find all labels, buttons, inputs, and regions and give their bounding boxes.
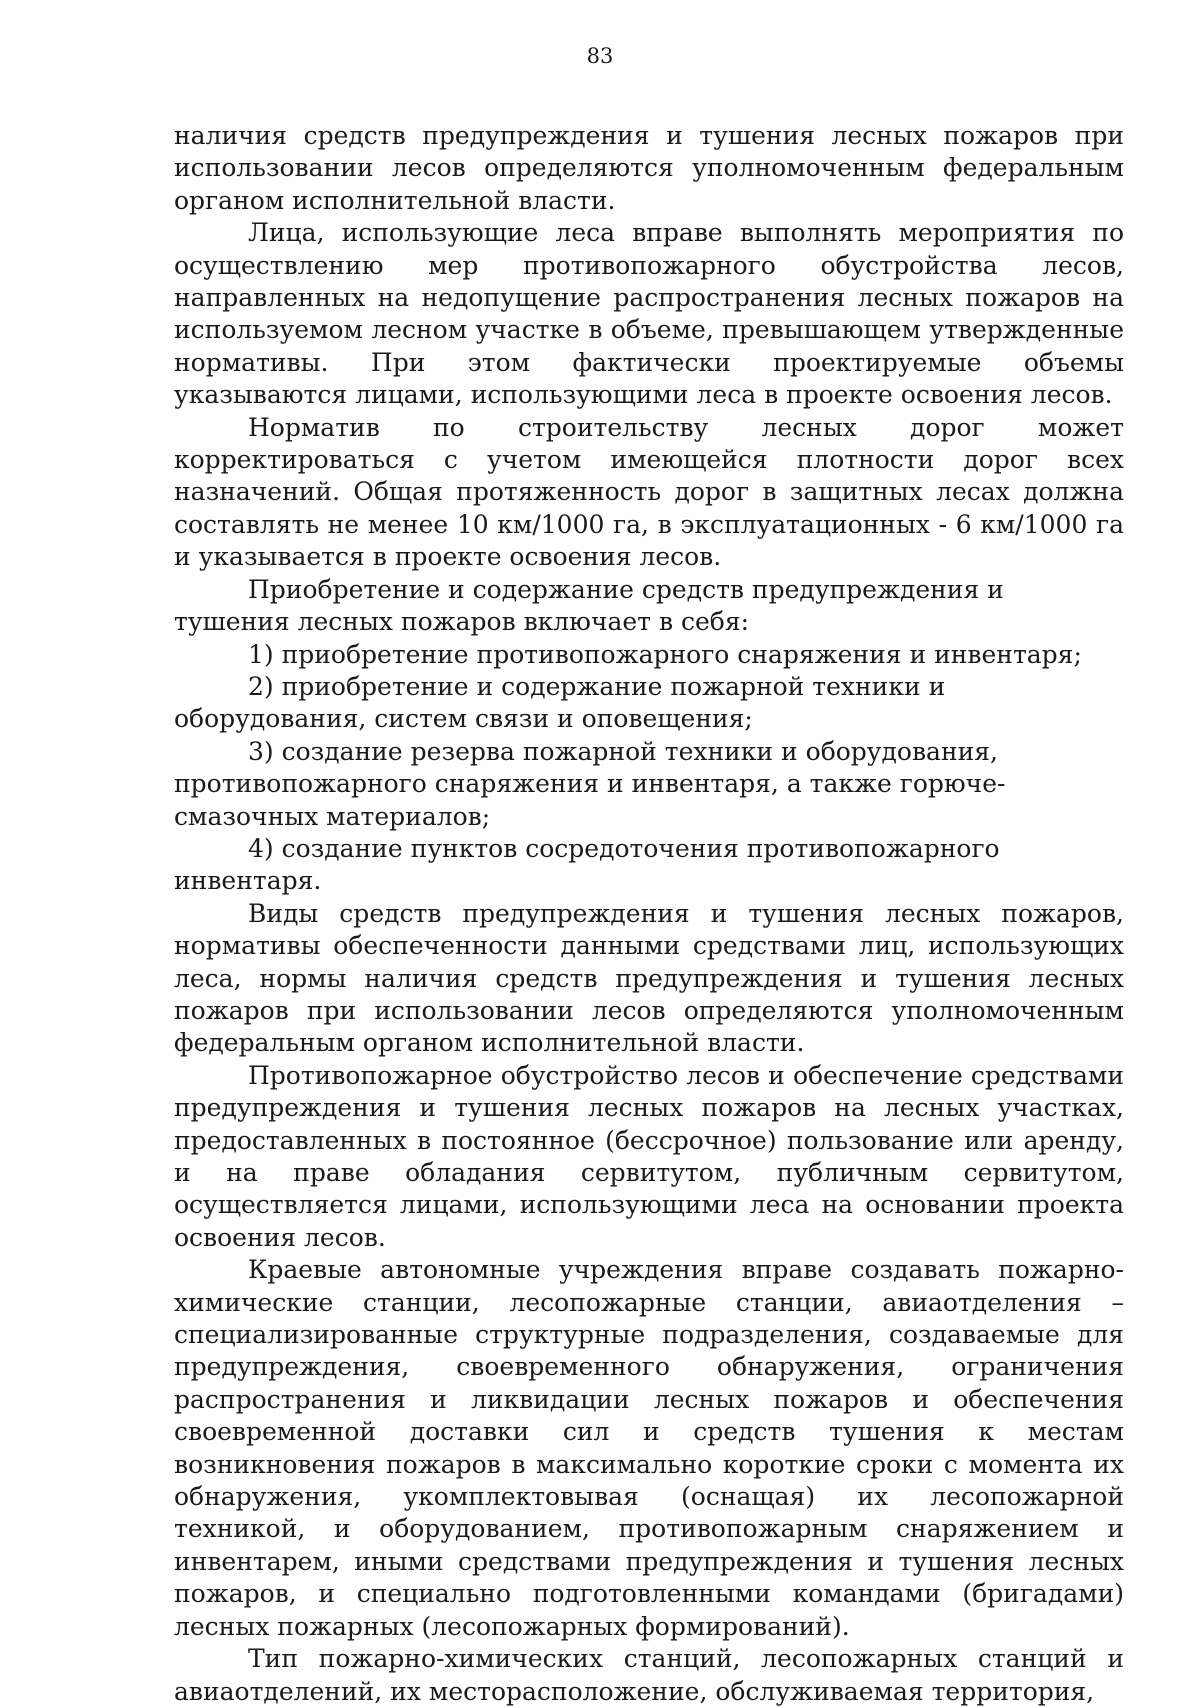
- paragraph: Лица, использующие леса вправе выполнять мероприятия по осуществлению мер противопожарного обустройства лесов, направленных на недопущение распространения лесных пожаров на используемом лесном участке в объеме, превышающем утвержденные нормативы. При этом фактически проектируемые объемы указываются лицами, использующими леса в проекте освоения лесов.: [174, 218, 1124, 410]
- paragraph: Тип пожарно-химических станций, лесопожарных станций и авиаотделений, их месторасположение, обслуживаемая территория,: [174, 1644, 1124, 1706]
- paragraph: Приобретение и содержание средств предупреждения и тушения лесных пожаров включает в себя:: [174, 574, 1004, 637]
- list-item: 1) приобретение противопожарного снаряжения и инвентаря;: [248, 639, 1082, 669]
- paragraph: Противопожарное обустройство лесов и обеспечение средствами предупреждения и тушения лесных пожаров на лесных участках, предоставленных в постоянное (бессрочное) пользование или аренду, и на праве обладания сервитутом, публичным сервитутом, осуществляется лицами, использующими леса на основании проекта освоения лесов.: [174, 1060, 1124, 1252]
- list-item: 2) приобретение и содержание пожарной техники и оборудования, систем связи и оповещения;: [174, 671, 946, 734]
- document-body: [174, 120, 1124, 1708]
- paragraph: наличия средств предупреждения и тушения лесных пожаров при использовании лесов определяются уполномоченным федеральным органом исполнительной власти.: [174, 121, 1124, 215]
- page-number: 83: [586, 44, 614, 68]
- paragraph: Краевые автономные учреждения вправе создавать пожарно-химические станции, лесопожарные станции, авиаотделения – специализированные структурные подразделения, создаваемые для предупреждения, своевременного обнаружения, ограничения распространения и ликвидации лесных пожаров и обеспечения своевременной доставки сил и средств тушения к местам возникновения пожаров в максимально короткие сроки с момента их обнаружения, укомплектовывая (оснащая) их лесопожарной техникой, и оборудованием, противопожарным снаряжением и инвентарем, иными средствами предупреждения и тушения лесных пожаров, и специально подготовленными командами (бригадами) лесных пожарных (лесопожарных формирований).: [174, 1255, 1124, 1641]
- paragraph: Виды средств предупреждения и тушения лесных пожаров, нормативы обеспеченности данными средствами лиц, использующих леса, нормы наличия средств предупреждения и тушения лесных пожаров при использовании лесов определяются уполномоченным федеральным органом исполнительной власти.: [174, 898, 1124, 1058]
- paragraph: Норматив по строительству лесных дорог может корректироваться с учетом имеющейся плотности дорог всех назначений. Общая протяженность дорог в защитных лесах должна составлять не менее 10 км/1000 га, в эксплуатационных - 6 км/1000 га и указывается в проекте освоения лесов.: [174, 412, 1124, 572]
- list-item: 4) создание пунктов сосредоточения противопожарного инвентаря.: [174, 833, 1000, 896]
- list-item: 3) создание резерва пожарной техники и оборудования, противопожарного снаряжения и инвентаря, а также горюче-смазочных материалов;: [174, 736, 1006, 831]
